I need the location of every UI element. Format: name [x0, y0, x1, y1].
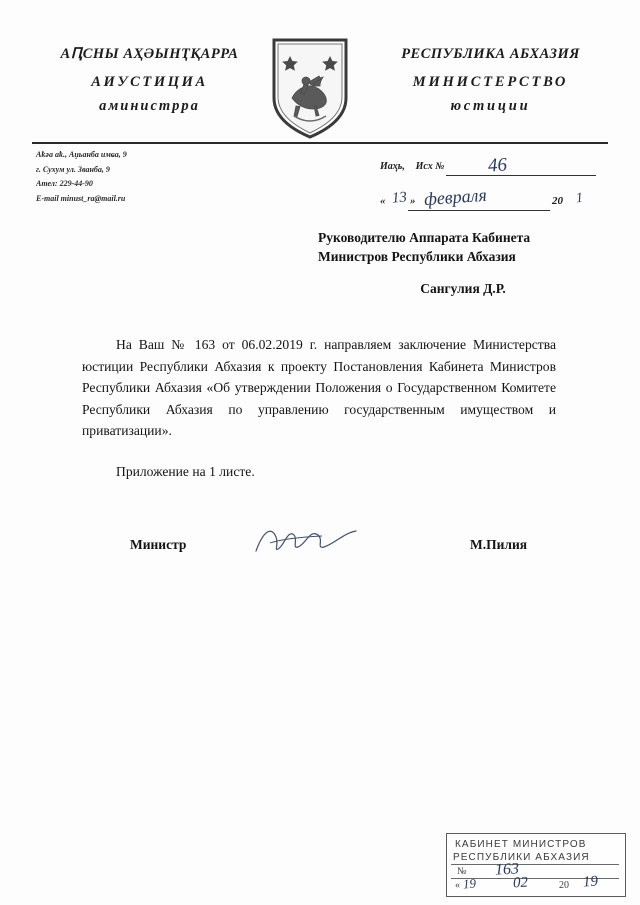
- body-paragraph-2: Приложение на 1 листе.: [116, 463, 255, 479]
- signature-block: [0, 537, 640, 571]
- date-year-prefix: 20: [552, 195, 563, 207]
- letterhead-abkhaz-block: [42, 46, 257, 115]
- stamp-year-value: 19: [582, 873, 599, 891]
- header-divider: [32, 142, 608, 144]
- outgoing-number-underline: [446, 175, 596, 176]
- stamp-month-value: 02: [512, 874, 529, 892]
- date-year-handwritten: 1: [575, 190, 584, 207]
- contact-email: E-mail minust_ra@mail.ru: [36, 193, 126, 203]
- addressee-block: [318, 228, 608, 266]
- letterhead-russian-block: [378, 46, 603, 115]
- signature-name: М.Пилия: [470, 537, 528, 552]
- date-month-value: февраля: [423, 184, 488, 210]
- letterhead-russian-line2: МИНИСТЕРСТВО: [412, 74, 569, 90]
- outgoing-label-abk: Иаҳь,: [380, 161, 405, 172]
- addressee-line2: Министров Республики Абхазия: [318, 249, 516, 264]
- letterhead-abkhaz-line3: аминистрра: [99, 98, 200, 114]
- outgoing-number-value: 46: [487, 154, 508, 177]
- stamp-day-value: 19: [462, 875, 477, 892]
- addressee-name: Сангулия Д.Р.: [420, 281, 506, 296]
- letterhead-abkhaz-line2: АИУСТИЦИА: [91, 74, 208, 90]
- stamp-number-label: №: [457, 866, 467, 877]
- stamp-year-label: 20: [559, 880, 569, 891]
- letterhead-russian-line1: РЕСПУБЛИКА АБХАЗИЯ: [401, 46, 580, 62]
- outgoing-date-row: [380, 184, 610, 215]
- date-underline: [408, 210, 550, 211]
- contact-block: [36, 148, 296, 206]
- date-quote-open: «: [380, 195, 386, 207]
- stamp-divider-1: [451, 864, 619, 865]
- outgoing-label-rus: Исх №: [415, 161, 445, 172]
- abkhazia-coat-of-arms-icon: [268, 36, 352, 140]
- body-paragraph-1: На Ваш № 163 от 06.02.2019 г. направляем заключение Министерства юстиции Республики Абхазия к проекту Постановления Кабинета Министров Республики Абхазия «Об утверждении Положения о Государственном Комитете Республики Абхазия по управлению государственным имуществом и приватизации».: [82, 337, 556, 438]
- contact-phone: Ател: 229-44-90: [36, 179, 93, 188]
- stamp-line2: РЕСПУБЛИКИ АБХАЗИЯ: [453, 852, 590, 863]
- date-quote-close: »: [410, 195, 416, 207]
- addressee-line1: Руководителю Аппарата Кабинета: [318, 230, 531, 245]
- stamp-number-value: 163: [494, 860, 520, 879]
- contact-address-rus: г. Сухум ул. Званба, 9: [36, 164, 110, 174]
- handwritten-signature-icon: [252, 521, 362, 559]
- contact-address-abk: Аҟәа аҟ., Аџьанба имҩа, 9: [36, 150, 127, 159]
- letter-body: [82, 334, 556, 482]
- letterhead-abkhaz-line1: АԤСНЫ АҲӘЫНҬҚАРРА: [60, 46, 239, 62]
- incoming-registration-stamp: [446, 833, 626, 897]
- date-day-value: 13: [391, 189, 408, 207]
- outgoing-number-row: [380, 154, 610, 180]
- letterhead-russian-line3: юстиции: [450, 98, 531, 114]
- letterhead: [0, 28, 640, 138]
- stamp-line1: КАБИНЕТ МИНИСТРОВ: [455, 839, 587, 850]
- outgoing-reference-block: [380, 154, 610, 215]
- stamp-date-quote: «: [455, 880, 460, 891]
- signature-title: Министр: [130, 537, 187, 552]
